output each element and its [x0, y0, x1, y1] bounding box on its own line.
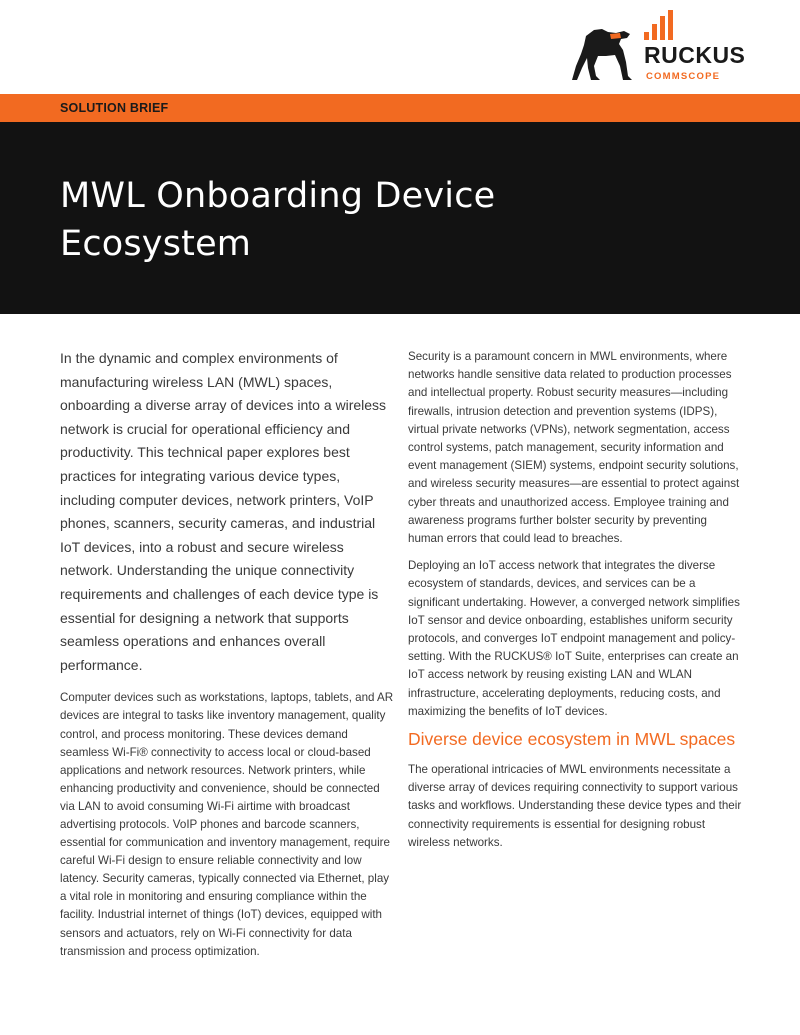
hero-section	[0, 122, 800, 314]
section-heading: Diverse device ecosystem in MWL spaces	[408, 729, 736, 750]
brand-name: RUCKUS	[644, 42, 746, 68]
iot-network-paragraph: Deploying an IoT access network that integrates the diverse ecosystem of standards, devices, and services can be a significant undertaking. However, a converged network simplifies IoT sensor and device onboarding, establishes uniform security protocols, and converges IoT endpoint management and policy-setting. With the RUCKUS® IoT Suite, enterprises can create an IoT access network by reusing existing LAN and WLAN infrastructure, accelerating deployments, reducing costs, and maximizing the benefits of IoT devices.	[408, 559, 740, 718]
ruckus-logo	[572, 10, 772, 85]
page-title: MWL Onboarding Device Ecosystem	[60, 176, 496, 264]
right-column	[408, 348, 742, 852]
brand-subtitle: COMMSCOPE	[646, 71, 721, 82]
computer-devices-paragraph: Computer devices such as workstations, laptops, tablets, and AR devices are integral to tasks like inventory management, quality control, and process monitoring. These devices demand seamless Wi-Fi® connectivity to access local or cloud-based applications and network resources. Network printers, while enhancing productivity and convenience, should be connected via LAN to avoid consuming Wi-Fi airtime with broadcast advertising protocols. VoIP phones and barcode scanners, essential for communication and inventory management, require careful Wi-Fi design to ensure reliable connectivity and low latency. Security cameras, typically connected via Ethernet, play a vital role in monitoring and ensuring compliance within the facility. Industrial internet of things (IoT) devices, equipped with sensors and actuators, rely on Wi-Fi connectivity for data transmission and process optimization.	[60, 691, 394, 958]
security-paragraph: Security is a paramount concern in MWL environments, where networks handle sensitive data related to production processes and intellectual property. Robust security measures—including firewalls, intrusion detection and prevention systems (IDPS), virtual private networks (VPNs), network segmentation, access control systems, patch management, security information and event management (SIEM) systems, endpoint security solutions, and wireless security measures—are essential to protect against cyber threats and unauthorized access. Employee training and awareness programs further bolster security by preventing human errors that could lead to breaches.	[408, 350, 740, 546]
left-column	[60, 347, 394, 961]
solution-brief-banner	[0, 94, 800, 122]
banner-label: SOLUTION BRIEF	[60, 101, 169, 115]
lead-paragraph: In the dynamic and complex environments of manufacturing wireless LAN (MWL) spaces, onboarding a diverse array of devices into a wireless network is crucial for operational efficiency and productivity. This technical paper explores best practices for integrating various device types, including computer devices, network printers, VoIP phones, scanners, security cameras, and industrial IoT devices, into a robust and secure wireless network. Understanding the unique connectivity requirements and challenges of each device type is essential for designing a network that supports seamless operations and enhances overall performance.	[60, 350, 387, 673]
section-paragraph: The operational intricacies of MWL environments necessitate a diverse array of devices requiring connectivity to support various tasks and workflows. Understanding these device types and their connectivity requirements is essential for designing robust wireless networks.	[408, 763, 742, 849]
